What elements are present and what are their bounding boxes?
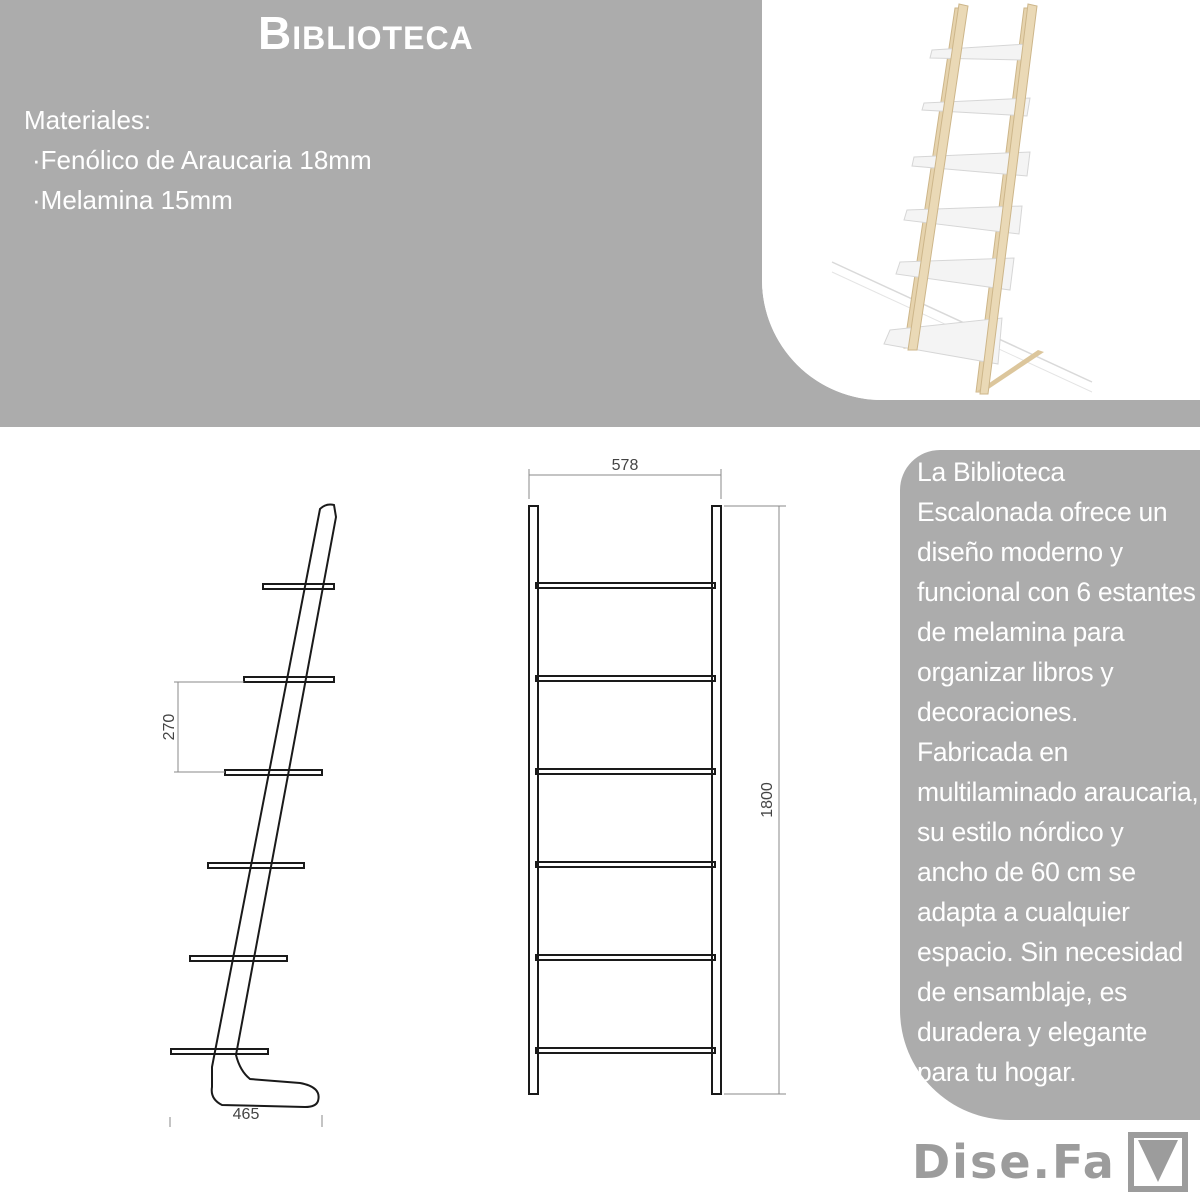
brand-mark-icon bbox=[1128, 1132, 1188, 1192]
right-upright bbox=[712, 506, 721, 1094]
materials-label: Materiales: bbox=[24, 105, 152, 135]
height-label: 1800 bbox=[759, 782, 776, 818]
shelf bbox=[536, 1048, 715, 1053]
material-item: ·Melamina 15mm bbox=[32, 185, 233, 215]
materials-list bbox=[24, 100, 372, 220]
depth-label: 465 bbox=[232, 1106, 260, 1123]
shelf bbox=[225, 770, 322, 775]
front-dimensions bbox=[529, 469, 786, 1094]
product-photo bbox=[762, 0, 1200, 400]
width-label: 578 bbox=[611, 457, 639, 474]
shelf bbox=[536, 676, 715, 681]
shelf bbox=[244, 677, 334, 682]
shelf-spacing-label: 270 bbox=[161, 713, 178, 741]
technical-drawing bbox=[0, 427, 900, 1127]
side-view bbox=[171, 505, 336, 1108]
brand-name: Dise.Fa bbox=[912, 1135, 1116, 1189]
brand-logo bbox=[912, 1128, 1188, 1196]
material-item: ·Fenólico de Araucaria 18mm bbox=[32, 145, 372, 175]
side-dimensions bbox=[170, 682, 322, 1127]
shelf bbox=[536, 583, 715, 588]
shelf bbox=[171, 1049, 268, 1054]
shelf bbox=[190, 956, 287, 961]
page-title: Biblioteca bbox=[258, 7, 474, 59]
product-description: La Biblioteca Escalonada ofrece un diseño moderno y funcional con 6 estantes de melamina para organizar libros y decoraciones. Fabricada en multilaminado araucaria, su estilo nórdico y ancho de 60 cm se adapta a cualquier espacio. Sin necesidad de ensamblaje, es duradera y elegante para tu hogar. bbox=[917, 457, 1199, 1087]
shelf bbox=[536, 955, 715, 960]
shelf bbox=[536, 862, 715, 867]
ladder-shelf-illustration bbox=[762, 0, 1200, 400]
shelf bbox=[536, 769, 715, 774]
left-upright bbox=[529, 506, 538, 1094]
shelf bbox=[208, 863, 304, 868]
front-view bbox=[529, 506, 721, 1094]
